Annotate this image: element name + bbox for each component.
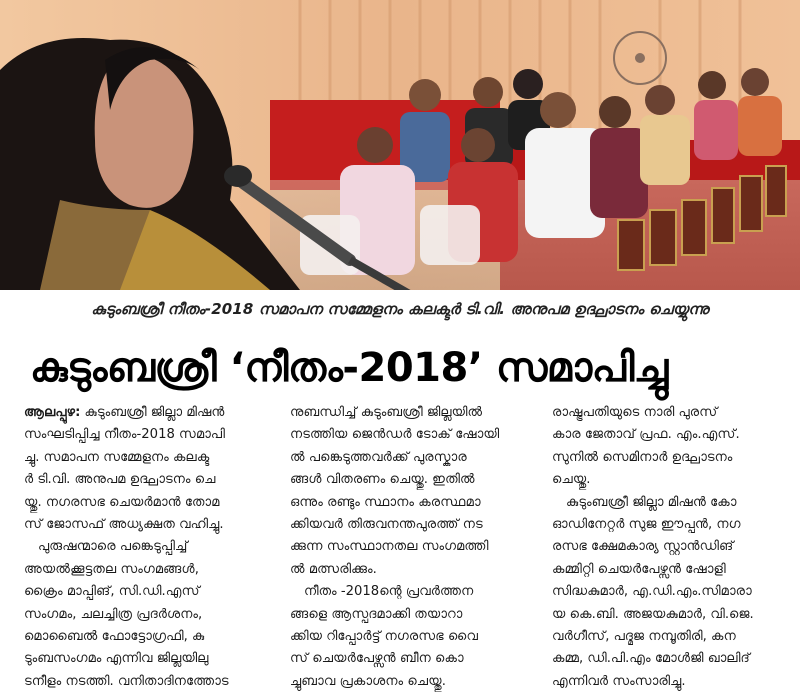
article-line: രസഭ ക്ഷേമകാര്യ സ്റ്റാൻഡിങ് — [552, 539, 734, 555]
article-line: ഓഡിനേറ്റർ സുജ ഈപ്പൻ, നഗ — [552, 517, 741, 533]
article-line: സിദ്ധകുമാർ, എ.ഡി.എം.സിമാരാ — [552, 584, 752, 600]
article-line: സംഘടിപ്പിച്ച നീതം-2018 സമാപി — [24, 427, 226, 443]
article-line: ടുംബസംഗമം എന്നിവ ജില്ലയിലു — [24, 651, 209, 667]
article-line: നടത്തിയ ജെൻഡർ ടോക് ഷോയി — [290, 427, 500, 443]
article-line: ക്കിയവർ തിരുവനന്തപുരത്ത് നട — [290, 517, 483, 533]
article-line: ൽ മത്സരിക്കും. — [290, 561, 377, 577]
article-line: ച്ചു. സമാപന സമ്മേളനം കലക്ട — [24, 449, 210, 465]
article-line: കുടുംബശ്രീ ജില്ലാ മിഷൻ കോ — [566, 494, 737, 510]
article-line: ക്രൈം മാപ്പിങ്, സി.ഡി.എസ് — [24, 584, 200, 600]
article-line: കാര ജേതാവ് പ്രഫ. എം.എസ്. — [552, 427, 740, 443]
article-column-3 — [552, 402, 792, 693]
article-line: പുരുഷന്മാരെ പങ്കെടുപ്പിച്ച് — [38, 539, 188, 555]
article-line: നീതം -2018ന്റെ പ്രവർത്തന — [304, 584, 474, 600]
article-line: ടനീളം നടത്തി. വനിതാദിനത്തോട — [24, 673, 229, 689]
article-line: സുനിൽ സെമിനാർ ഉദ്ഘാടനം — [552, 449, 733, 465]
article-line: അയൽക്കൂട്ടതല സംഗമങ്ങൾ, — [24, 561, 199, 577]
article-line: ക്കുന്ന സംസ്ഥാനതല സംഗമത്തി — [290, 539, 489, 555]
article-line: ർ ടി.വി. അനുപമ ഉദ്ഘാടനം ചെ — [24, 472, 216, 488]
event-photo — [0, 0, 800, 290]
article-line: എന്നിവർ സംസാരിച്ചു. — [552, 673, 686, 689]
article-line: സ് ചെയർപേഴ്സൻ ബീന കൊ — [290, 651, 464, 667]
article-line: ങ്ങൾ വിതരണം ചെയ്തു. ഇതിൽ — [290, 472, 475, 488]
article-line: യ കെ.ബി. അജയകുമാർ, വി.ജെ. — [552, 606, 754, 622]
article-line: ൽ പങ്കെടുത്തവർക്ക് പുരസ്കാര — [290, 449, 467, 465]
article-line: ക്കിയ റിപ്പോർട്ട് നഗരസഭ വൈ — [290, 629, 479, 645]
dateline-place: ആലപ്പുഴ: — [24, 405, 81, 420]
article-line: ഒന്നും രണ്ടും സ്ഥാനം കരസ്ഥമാ — [290, 494, 481, 510]
article-column-2 — [290, 402, 540, 693]
article-line: നുബന്ധിച്ച് കുടുംബശ്രീ ജില്ലയിൽ — [290, 405, 483, 420]
article-line-text: കുടുംബശ്രീ ജില്ലാ മിഷൻ — [80, 405, 225, 420]
article-line: സ് ജോസഫ് അധ്യക്ഷത വഹിച്ചു. — [24, 517, 224, 533]
article-line — [24, 402, 276, 424]
article-line: യ്തു. നഗരസഭ ചെയർമാൻ തോമ — [24, 494, 220, 510]
article-line: കമ്മിറ്റി ചെയർപേഴ്സൻ ഷോളി — [552, 561, 726, 577]
article-line: ചെയ്തു. — [552, 472, 591, 488]
article-line: ച്ചുബാവ പ്രകാശനം ചെയ്തു. — [290, 673, 446, 689]
article-line: കമ്മ, ഡി.പി.എം മോൾജി ഖാലിദ് — [552, 651, 750, 667]
photo-caption: കുടുംബശ്രീ നീതം-2018 സമാപന സമ്മേളനം കലക്ടർ ടി.വി. അനുപമ ഉദ്ഘാടനം ചെയ്യുന്നു — [91, 300, 709, 318]
article-line: സംഗമം, ചലച്ചിത്ര പ്രദർശനം, — [24, 606, 203, 622]
article-line: രാഷ്ട്രപതിയുടെ നാരി പുരസ് — [552, 405, 718, 420]
article-column-1 — [24, 402, 276, 693]
article-line: ങ്ങളെ ആസ്പദമാക്കി തയാറാ — [290, 606, 463, 622]
headline: കുടുംബശ്രീ ‘നീതം-2018’ സമാപിച്ചു — [30, 345, 668, 391]
article-line: വർഗീസ്, പദ്മജ നമ്പൂതിരി, കന — [552, 629, 736, 645]
article-line: മൊബൈൽ ഫോട്ടോഗ്രഫി, കു — [24, 629, 205, 645]
